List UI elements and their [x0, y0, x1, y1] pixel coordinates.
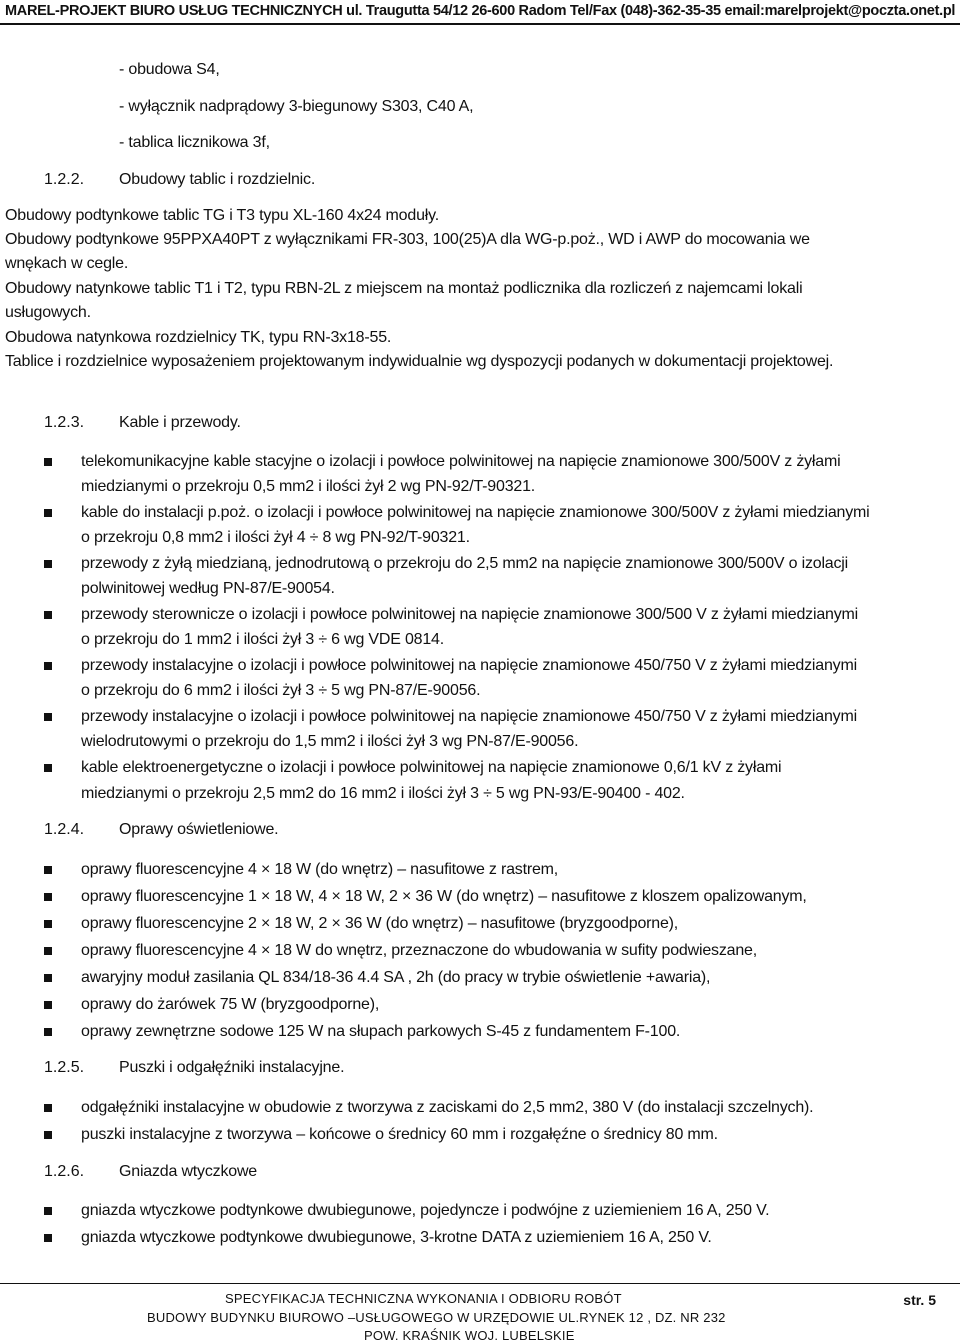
- section-title: Kable i przewody.: [119, 414, 241, 431]
- list-item: o przekroju do 1 mm2 i ilości żył 3 ÷ 6 wg VDE 0814.: [81, 631, 444, 648]
- bullet-icon: [44, 974, 52, 982]
- bullet-icon: [44, 893, 52, 901]
- bullet-icon: [44, 866, 52, 874]
- section-number: 1.2.5.: [44, 1059, 85, 1076]
- bullet-icon: [44, 662, 52, 670]
- list-item: puszki instalacyjne z tworzywa – końcowe o średnicy 60 mm i rozgałęźne o średnicy 80 mm.: [81, 1126, 718, 1143]
- bullet-icon: [44, 458, 52, 466]
- list-item: - wyłącznik nadprądowy 3-biegunowy S303, C40 A,: [119, 98, 474, 115]
- list-item: odgałęźniki instalacyjne w obudowie z tworzywa z zaciskami do 2,5 mm2, 380 V (do instalacji szczelnych).: [81, 1099, 814, 1116]
- paragraph-line: Obudowy podtynkowe tablic TG i T3 typu XL-160 4x24 moduły.: [5, 207, 439, 224]
- list-item: gniazda wtyczkowe podtynkowe dwubiegunowe, pojedyncze i podwójne z uziemieniem 16 A, 250 V.: [81, 1202, 770, 1219]
- list-item: o przekroju 0,8 mm2 i ilości żył 4 ÷ 8 wg PN-92/T-90321.: [81, 529, 470, 546]
- section-number: 1.2.4.: [44, 821, 85, 838]
- bullet-icon: [44, 1131, 52, 1139]
- bullet-icon: [44, 1234, 52, 1242]
- bullet-icon: [44, 713, 52, 721]
- list-item: przewody sterownicze o izolacji i powłoce polwinitowej na napięcie znamionowe 300/500 V z żyłami miedzianymi: [81, 606, 859, 623]
- bullet-icon: [44, 1028, 52, 1036]
- list-item: oprawy fluorescencyjne 2 × 18 W, 2 × 36 W (do wnętrz) – nasufitowe (bryzgoodporne),: [81, 915, 679, 932]
- paragraph-line: usługowych.: [5, 304, 91, 321]
- paragraph-line: wnękach w cegle.: [5, 255, 129, 272]
- bullet-icon: [44, 1207, 52, 1215]
- section-number: 1.2.6.: [44, 1163, 85, 1180]
- bullet-icon: [44, 509, 52, 517]
- list-item: kable do instalacji p.poż. o izolacji i powłoce polwinitowej na napięcie znamionowe 300/500V z żyłami miedzianymi: [81, 504, 870, 521]
- bullet-icon: [44, 920, 52, 928]
- section-title: Gniazda wtyczkowe: [119, 1163, 257, 1180]
- bullet-icon: [44, 764, 52, 772]
- footer-line: POW. KRAŚNIK WOJ. LUBELSKIE: [364, 1328, 575, 1343]
- list-item: oprawy zewnętrzne sodowe 125 W na słupach parkowych S-45 z fundamentem F-100.: [81, 1023, 681, 1040]
- paragraph-line: Tablice i rozdzielnice wyposażeniem projektowanym indywidualnie wg dyspozycji podanych w dokumentacji projektowej.: [5, 353, 834, 370]
- paragraph-line: Obudowy podtynkowe 95PPXA40PT z wyłącznikami FR-303, 100(25)A dla WG-p.poż., WD i AWP do mocowania we: [5, 231, 810, 248]
- list-item: o przekroju do 6 mm2 i ilości żył 3 ÷ 5 wg PN-87/E-90056.: [81, 682, 481, 699]
- section-title: Puszki i odgałęźniki instalacyjne.: [119, 1059, 345, 1076]
- bullet-icon: [44, 560, 52, 568]
- list-item: miedzianymi o przekroju 0,5 mm2 i ilości żył 2 wg PN-92/T-90321.: [81, 478, 536, 495]
- footer-line: BUDOWY BUDYNKU BIUROWO –USŁUGOWEGO W URZĘDOWIE UL.RYNEK 12 , DZ. NR 232: [147, 1310, 726, 1325]
- section-number: 1.2.2.: [44, 171, 85, 188]
- footer-rule: [0, 1283, 960, 1284]
- page-number: str. 5: [903, 1292, 936, 1308]
- section-title: Oprawy oświetleniowe.: [119, 821, 279, 838]
- bullet-icon: [44, 1104, 52, 1112]
- list-item: miedzianymi o przekroju 2,5 mm2 do 16 mm2 i ilości żył 3 ÷ 5 wg PN-93/E-90400 - 402.: [81, 785, 685, 802]
- list-item: oprawy do żarówek 75 W (bryzgoodporne),: [81, 996, 380, 1013]
- list-item: wielodrutowymi o przekroju do 1,5 mm2 i ilości żył 3 wg PN-87/E-90056.: [81, 733, 579, 750]
- list-item: polwinitowej według PN-87/E-90054.: [81, 580, 335, 597]
- list-item: przewody instalacyjne o izolacji i powłoce polwinitowej na napięcie znamionowe 450/750 V z żyłami miedzianymi: [81, 657, 857, 674]
- paragraph-line: Obudowa natynkowa rozdzielnicy TK, typu RN-3x18-55.: [5, 329, 392, 346]
- list-item: oprawy fluorescencyjne 1 × 18 W, 4 × 18 W, 2 × 36 W (do wnętrz) – nasufitowe z kloszem opalizowanym,: [81, 888, 807, 905]
- paragraph-line: Obudowy natynkowe tablic T1 i T2, typu RBN-2L z miejscem na montaż podlicznika dla rozliczeń z najemcami lokali: [5, 280, 803, 297]
- bullet-icon: [44, 1001, 52, 1009]
- list-item: przewody z żyłą miedzianą, jednodrutową o przekroju do 2,5 mm2 na napięcie znamionowe 300/500V o izolacji: [81, 555, 849, 572]
- bullet-icon: [44, 611, 52, 619]
- section-title: Obudowy tablic i rozdzielnic.: [119, 171, 316, 188]
- page-header: MAREL-PROJEKT BIURO USŁUG TECHNICZNYCH ul. Traugutta 54/12 26-600 Radom Tel/Fax (048)-362-35-35 email:marelprojekt@poczta.onet.pl: [5, 3, 955, 19]
- list-item: oprawy fluorescencyjne 4 × 18 W do wnętrz, przeznaczone do wbudowania w sufity podwieszane,: [81, 942, 757, 959]
- bullet-icon: [44, 947, 52, 955]
- list-item: awaryjny moduł zasilania QL 834/18-36 4.4 SA , 2h (do pracy w trybie oświetlenie +awaria),: [81, 969, 711, 986]
- list-item: przewody instalacyjne o izolacji i powłoce polwinitowej na napięcie znamionowe 450/750 V z żyłami miedzianymi: [81, 708, 857, 725]
- list-item: - obudowa S4,: [119, 61, 220, 78]
- list-item: kable elektroenergetyczne o izolacji i powłoce polwinitowej na napięcie znamionowe 0,6/1 kV z żyłami: [81, 759, 782, 776]
- list-item: - tablica licznikowa 3f,: [119, 134, 270, 151]
- list-item: oprawy fluorescencyjne 4 × 18 W (do wnętrz) – nasufitowe z rastrem,: [81, 861, 559, 878]
- list-item: gniazda wtyczkowe podtynkowe dwubiegunowe, 3-krotne DATA z uziemieniem 16 A, 250 V.: [81, 1229, 712, 1246]
- section-number: 1.2.3.: [44, 414, 85, 431]
- header-rule: [0, 23, 960, 25]
- footer-line: SPECYFIKACJA TECHNICZNA WYKONANIA I ODBIORU ROBÓT: [225, 1291, 622, 1306]
- list-item: telekomunikacyjne kable stacyjne o izolacji i powłoce polwinitowej na napięcie znamionowe 300/500V z żyłami: [81, 453, 841, 470]
